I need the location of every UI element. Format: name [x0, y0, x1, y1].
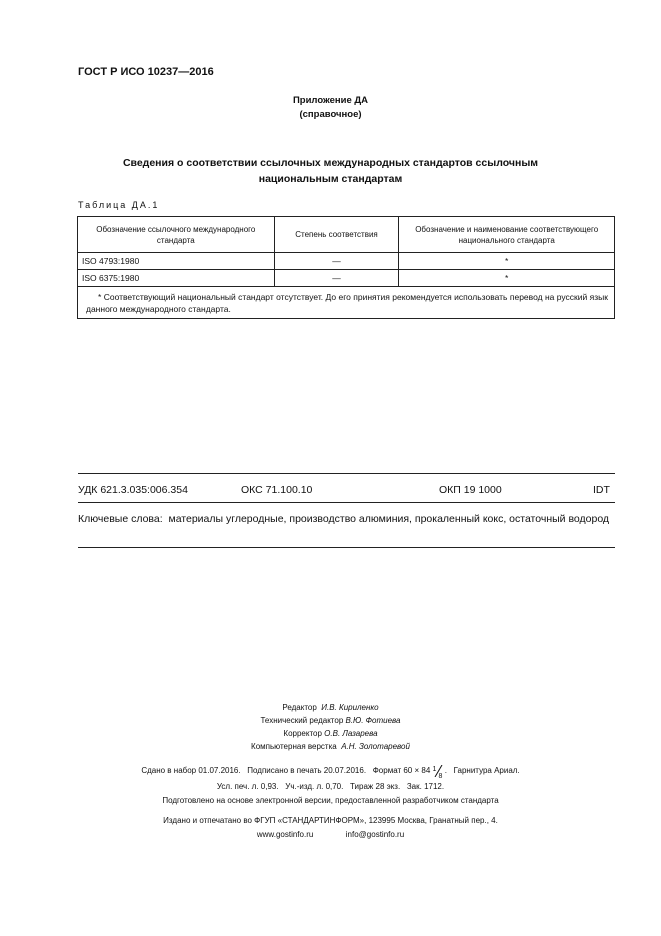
table-cell-standard: ISO 4793:1980	[78, 253, 275, 270]
keywords	[78, 512, 615, 527]
website-link[interactable]: www.gostinfo.ru	[256, 830, 314, 839]
email-link[interactable]: info@gostinfo.ru	[345, 830, 405, 839]
credit-role: Корректор	[283, 729, 322, 738]
credits	[0, 701, 661, 753]
credit-name: А.Н. Золотаревой	[341, 742, 410, 751]
print-data-line2: Усл. печ. л. 0,93. Уч.-изд. л. 0,70. Тираж 28 экз. Зак. 1712.	[216, 782, 445, 791]
format-numerator: 1	[432, 765, 437, 773]
table-note-row	[78, 287, 615, 319]
table-header-row	[78, 217, 615, 253]
credit-line	[0, 727, 661, 740]
idt-code: IDT	[593, 484, 610, 496]
credit-name: О.В. Лазарева	[324, 729, 378, 738]
credit-line	[0, 740, 661, 753]
table-note: * Соответствующий национальный стандарт отсутствует. До его принятия рекомендуется использовать перевод на русский язык данного международного стандарта.	[78, 287, 615, 319]
credit-role: Редактор	[282, 703, 317, 712]
keywords-text: материалы углеродные, производство алюминия, прокаленный кокс, остаточный водород	[168, 513, 610, 525]
table-caption: Таблица ДА.1	[78, 200, 160, 210]
document-code: ГОСТ Р ИСО 10237—2016	[78, 66, 214, 78]
section-title-line2: национальным стандартам	[258, 173, 403, 185]
divider-middle	[78, 502, 615, 503]
credit-line	[0, 701, 661, 714]
credit-role: Компьютерная верстка	[251, 742, 337, 751]
print-data-text-end: . Гарнитура Ариал.	[444, 766, 520, 775]
credit-line	[0, 714, 661, 727]
udk-code: УДК 621.3.035:006.354	[78, 484, 188, 496]
format-fraction	[432, 765, 443, 780]
credit-name: И.В. Кириленко	[321, 703, 379, 712]
table-cell-degree: —	[274, 270, 399, 287]
format-denominator: 8	[438, 772, 443, 780]
print-data-text: Сдано в набор 01.07.2016. Подписано в печать 20.07.2016. Формат 60 × 84	[141, 766, 431, 775]
section-title-line1: Сведения о соответствии ссылочных международных стандартов ссылочным	[122, 157, 539, 169]
divider-bottom	[78, 547, 615, 548]
table-row	[78, 253, 615, 270]
table-cell-national: *	[399, 270, 615, 287]
publisher-contacts	[0, 828, 661, 842]
annex-type: (справочное)	[299, 109, 362, 120]
print-data-line1	[0, 764, 661, 778]
table-header-cell: Степень соответствия	[274, 217, 399, 253]
credit-role: Технический редактор	[260, 716, 344, 725]
table-row	[78, 270, 615, 287]
credit-name: В.Ю. Фотиева	[345, 716, 401, 725]
keywords-label: Ключевые слова:	[78, 513, 163, 525]
correspondence-table	[77, 216, 615, 319]
table-cell-standard: ISO 6375:1980	[78, 270, 275, 287]
okp-code: ОКП 19 1000	[439, 484, 502, 496]
oks-code: ОКС 71.100.10	[241, 484, 313, 496]
divider-top	[78, 473, 615, 474]
annex-heading	[0, 94, 661, 122]
publisher-info	[0, 814, 661, 842]
section-title	[70, 155, 591, 187]
table-cell-degree: —	[274, 253, 399, 270]
table-header-cell: Обозначение ссылочного международного стандарта	[78, 217, 275, 253]
print-data	[0, 764, 661, 808]
print-data-line3: Подготовлено на основе электронной версии, предоставленной разработчиком стандарта	[162, 796, 499, 805]
table-header-cell: Обозначение и наименование соответствующего национального стандарта	[399, 217, 615, 253]
publisher-line: Издано и отпечатано во ФГУП «СТАНДАРТИНФОРМ», 123995 Москва, Гранатный пер., 4.	[163, 816, 498, 825]
table-cell-national: *	[399, 253, 615, 270]
annex-title: Приложение ДА	[292, 95, 369, 106]
